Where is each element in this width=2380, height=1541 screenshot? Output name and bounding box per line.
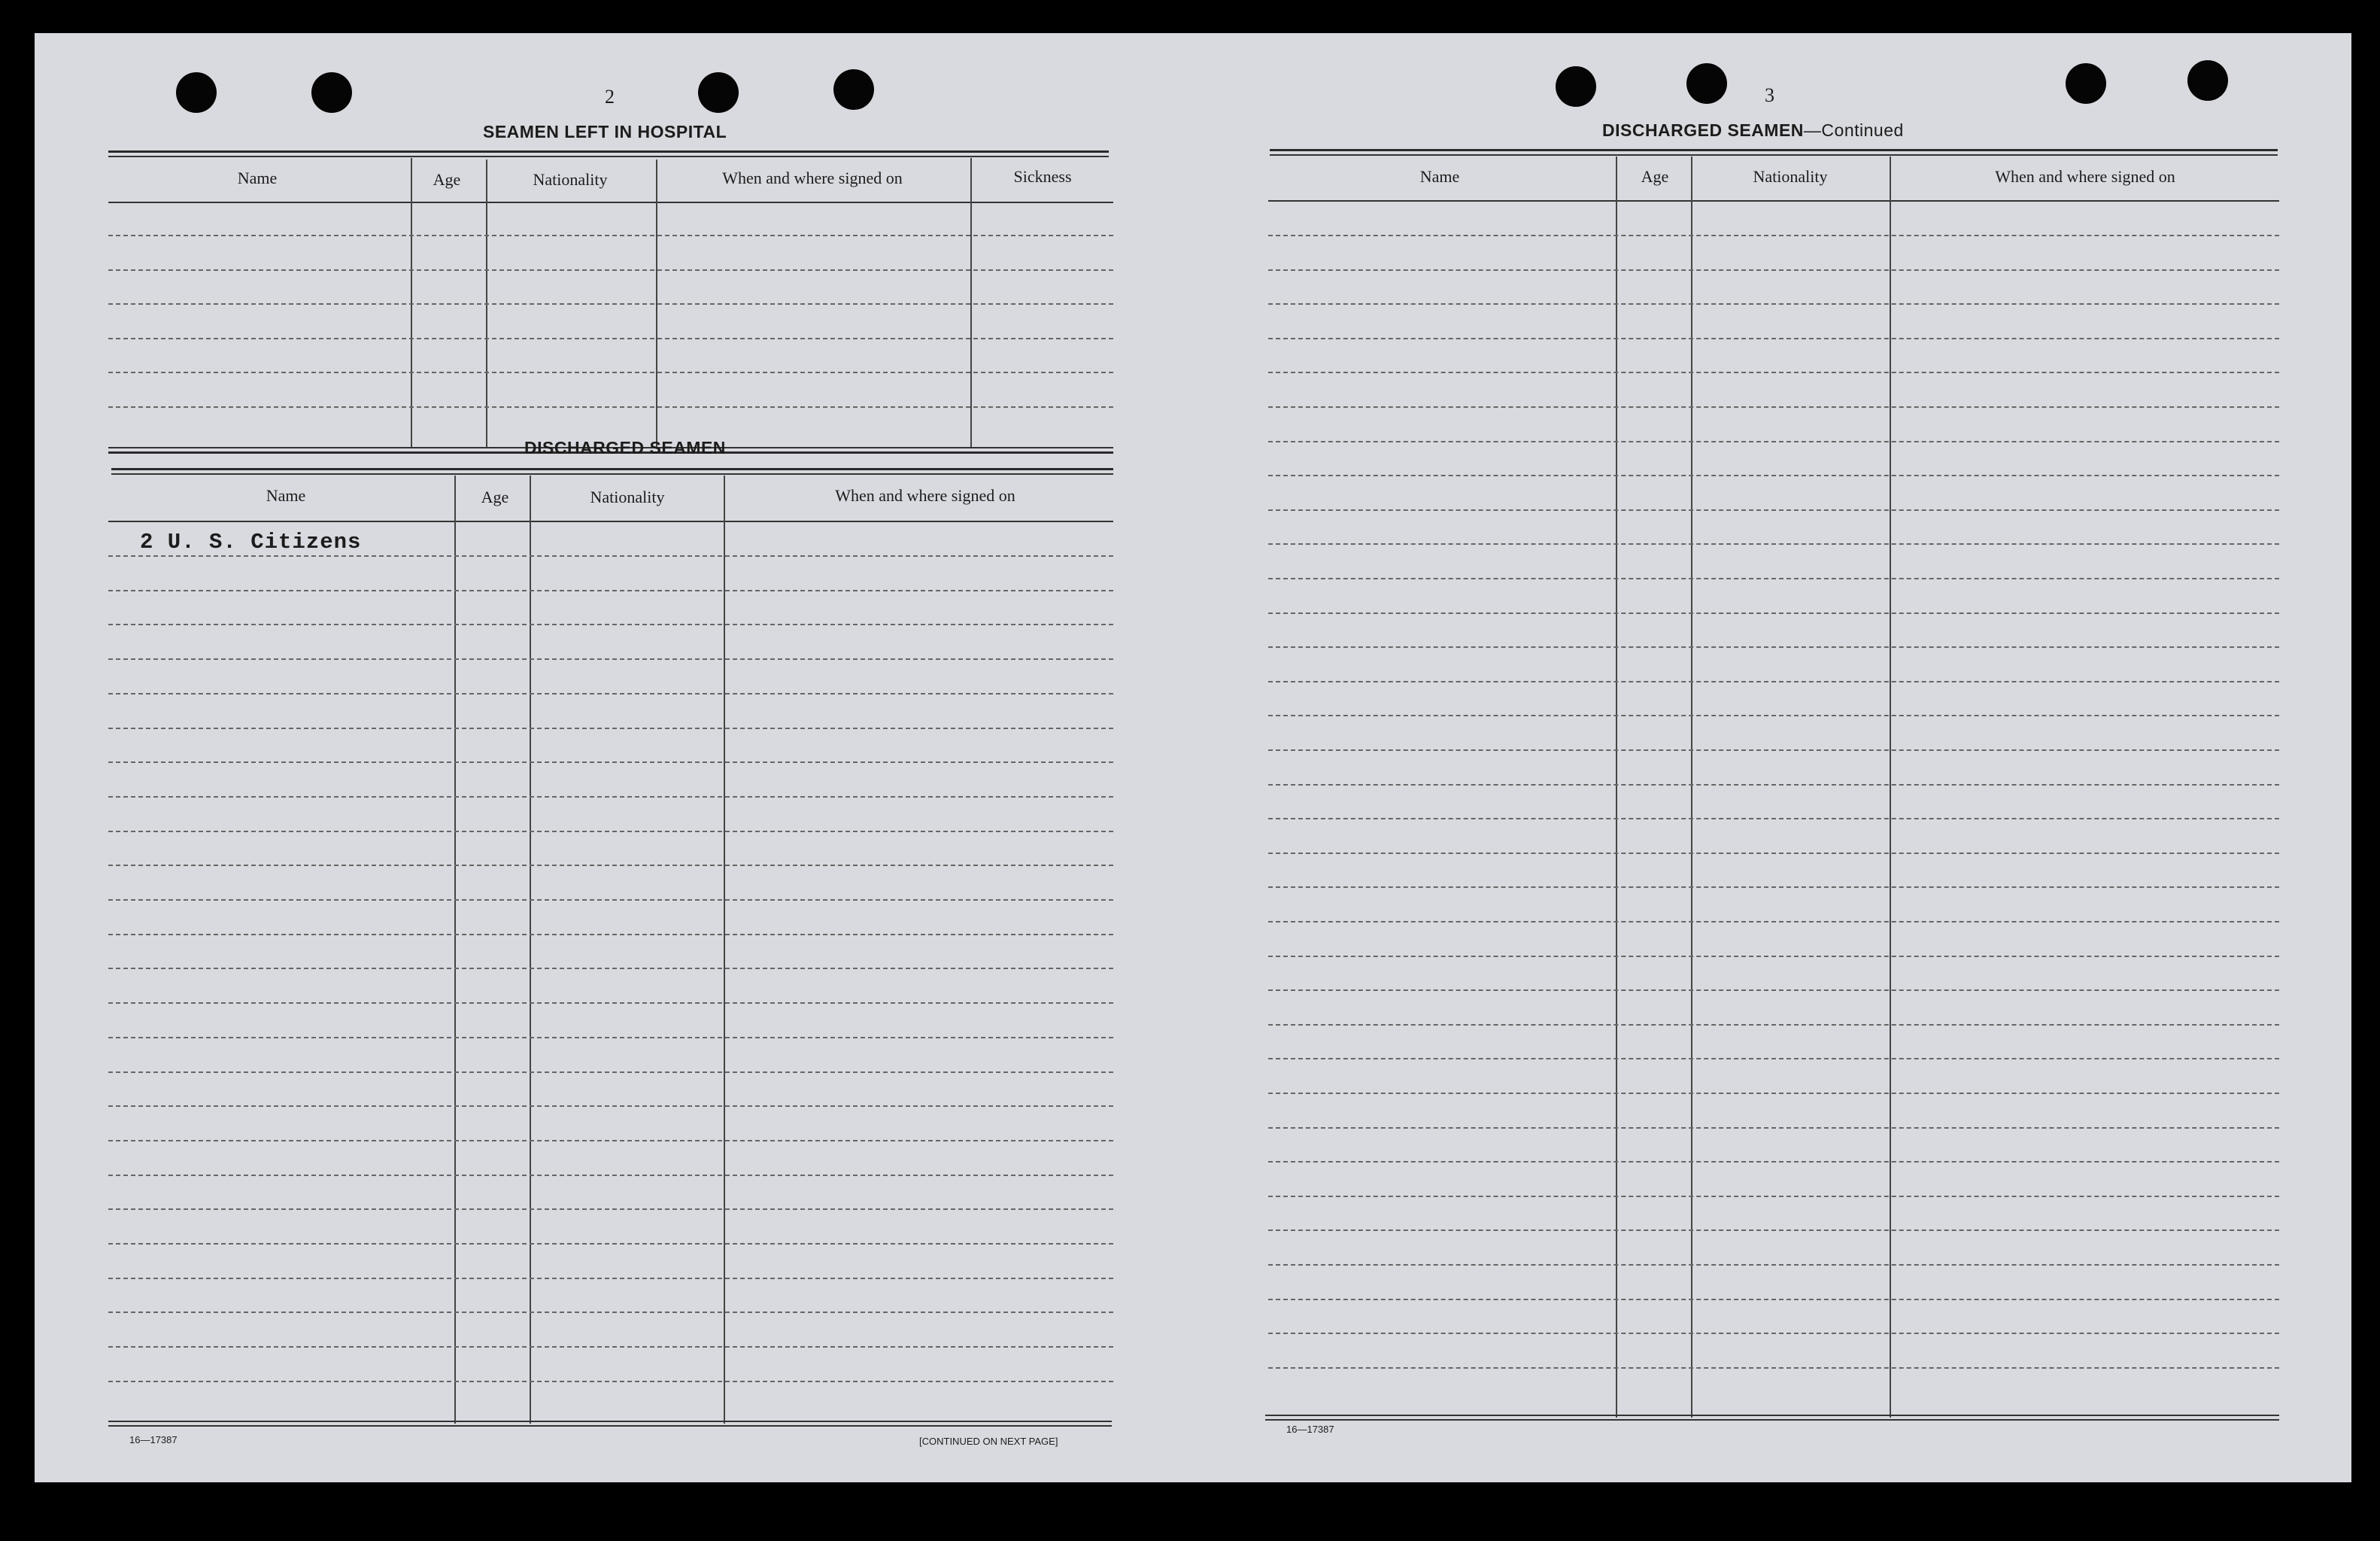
row-rule — [1268, 235, 2279, 236]
row-rule — [1268, 921, 2279, 922]
section-rule — [1265, 1415, 2279, 1416]
table-row-name: 2 U. S. Citizens — [140, 530, 362, 555]
punch-hole — [311, 72, 352, 113]
row-rule — [108, 658, 1113, 660]
section-rule — [1270, 149, 2278, 151]
page-number: 3 — [1765, 84, 1774, 106]
punch-hole — [698, 72, 739, 113]
row-rule — [108, 1071, 1113, 1073]
row-rule — [108, 728, 1113, 729]
column-header-name: Name — [1419, 167, 1460, 186]
row-rule — [108, 899, 1113, 901]
row-rule — [108, 1175, 1113, 1176]
section-rule — [108, 156, 1109, 157]
row-rule — [1268, 406, 2279, 408]
row-rule — [1268, 509, 2279, 511]
row-rule — [108, 555, 1113, 557]
discharged-continued-title — [1602, 120, 1904, 141]
row-rule — [108, 1002, 1113, 1004]
row-rule — [1268, 269, 2279, 271]
row-rule — [1268, 818, 2279, 819]
column-header-name: Name — [266, 486, 306, 505]
row-rule — [108, 1140, 1113, 1141]
row-rule — [1268, 578, 2279, 579]
row-rule — [1268, 612, 2279, 614]
row-rule — [1268, 715, 2279, 716]
row-rule — [108, 590, 1113, 591]
row-rule — [108, 1243, 1113, 1245]
row-rule — [1268, 543, 2279, 545]
header-rule — [108, 202, 1113, 203]
row-rule — [1268, 886, 2279, 888]
row-rule — [108, 269, 1113, 271]
row-rule — [1268, 1093, 2279, 1094]
column-header-signed-on: When and where signed on — [722, 169, 903, 187]
column-header-name: Name — [237, 169, 278, 187]
row-rule — [108, 1037, 1113, 1038]
column-divider — [970, 158, 972, 447]
section-rule — [108, 150, 1109, 153]
row-rule — [1268, 1229, 2279, 1231]
page-number: 2 — [605, 86, 615, 108]
column-header-age: Age — [433, 170, 461, 189]
column-header-signed-on: When and where signed on — [1995, 167, 2175, 186]
row-rule — [1268, 1161, 2279, 1163]
row-rule — [1268, 956, 2279, 957]
column-header-age: Age — [481, 488, 509, 506]
row-rule — [108, 831, 1113, 832]
row-rule — [1268, 749, 2279, 751]
row-rule — [108, 1312, 1113, 1313]
row-rule — [108, 372, 1113, 373]
row-rule — [1268, 1299, 2279, 1300]
form-number: 16—17387 — [129, 1434, 178, 1445]
row-rule — [108, 1346, 1113, 1348]
row-rule — [108, 968, 1113, 969]
hospital-section-title: SEAMEN LEFT IN HOSPITAL — [483, 122, 727, 141]
row-rule — [108, 406, 1113, 408]
row-rule — [1268, 1333, 2279, 1334]
column-divider — [530, 476, 531, 1424]
row-rule — [108, 761, 1113, 763]
section-title-suffix: —Continued — [1803, 120, 1904, 140]
punch-hole — [1556, 66, 1596, 107]
punch-hole — [1686, 63, 1727, 104]
punch-hole — [2066, 63, 2106, 104]
section-title-text: DISCHARGED SEAMEN — [1602, 120, 1804, 140]
column-header-nationality: Nationality — [1753, 167, 1828, 186]
column-header-nationality: Nationality — [590, 488, 665, 506]
punch-hole — [176, 72, 217, 113]
row-rule — [108, 338, 1113, 339]
row-rule — [1268, 1127, 2279, 1129]
row-rule — [108, 796, 1113, 798]
column-header-signed-on: When and where signed on — [835, 486, 1015, 505]
row-rule — [1268, 372, 2279, 373]
continued-note: [CONTINUED ON NEXT PAGE] — [919, 1436, 1058, 1447]
section-rule — [108, 1421, 1112, 1422]
row-rule — [108, 1278, 1113, 1279]
section-rule — [1265, 1419, 2279, 1421]
row-rule — [1268, 338, 2279, 339]
row-rule — [1268, 853, 2279, 854]
punch-hole — [833, 69, 874, 110]
header-rule — [108, 521, 1113, 522]
section-rule — [111, 468, 1113, 470]
row-rule — [108, 865, 1113, 866]
header-rule — [1268, 200, 2279, 202]
row-rule — [108, 1381, 1113, 1382]
row-rule — [108, 235, 1113, 236]
row-rule — [1268, 989, 2279, 991]
column-header-age: Age — [1641, 167, 1669, 186]
column-divider — [1691, 157, 1692, 1418]
column-divider — [454, 476, 456, 1424]
row-rule — [108, 303, 1113, 305]
row-rule — [1268, 1264, 2279, 1266]
section-rule — [111, 473, 1113, 475]
discharged-section-title: DISCHARGED SEAMEN — [524, 438, 726, 457]
row-rule — [1268, 681, 2279, 682]
row-rule — [1268, 1024, 2279, 1026]
row-rule — [108, 934, 1113, 935]
column-divider — [1890, 157, 1891, 1418]
section-rule — [1270, 154, 2278, 156]
row-rule — [1268, 1196, 2279, 1197]
row-rule — [108, 1208, 1113, 1210]
column-header-nationality: Nationality — [533, 170, 608, 189]
punch-hole — [2187, 60, 2228, 101]
row-rule — [1268, 441, 2279, 442]
row-rule — [1268, 1367, 2279, 1369]
document-sheet — [35, 33, 2351, 1482]
column-divider — [724, 476, 725, 1424]
row-rule — [1268, 784, 2279, 786]
column-header-sickness: Sickness — [1013, 167, 1072, 186]
form-number: 16—17387 — [1286, 1424, 1334, 1435]
row-rule — [1268, 646, 2279, 648]
column-divider — [1616, 157, 1617, 1418]
row-rule — [108, 693, 1113, 695]
row-rule — [1268, 1058, 2279, 1059]
row-rule — [108, 1105, 1113, 1107]
row-rule — [1268, 303, 2279, 305]
section-rule — [108, 1425, 1112, 1427]
row-rule — [108, 624, 1113, 625]
row-rule — [1268, 475, 2279, 476]
